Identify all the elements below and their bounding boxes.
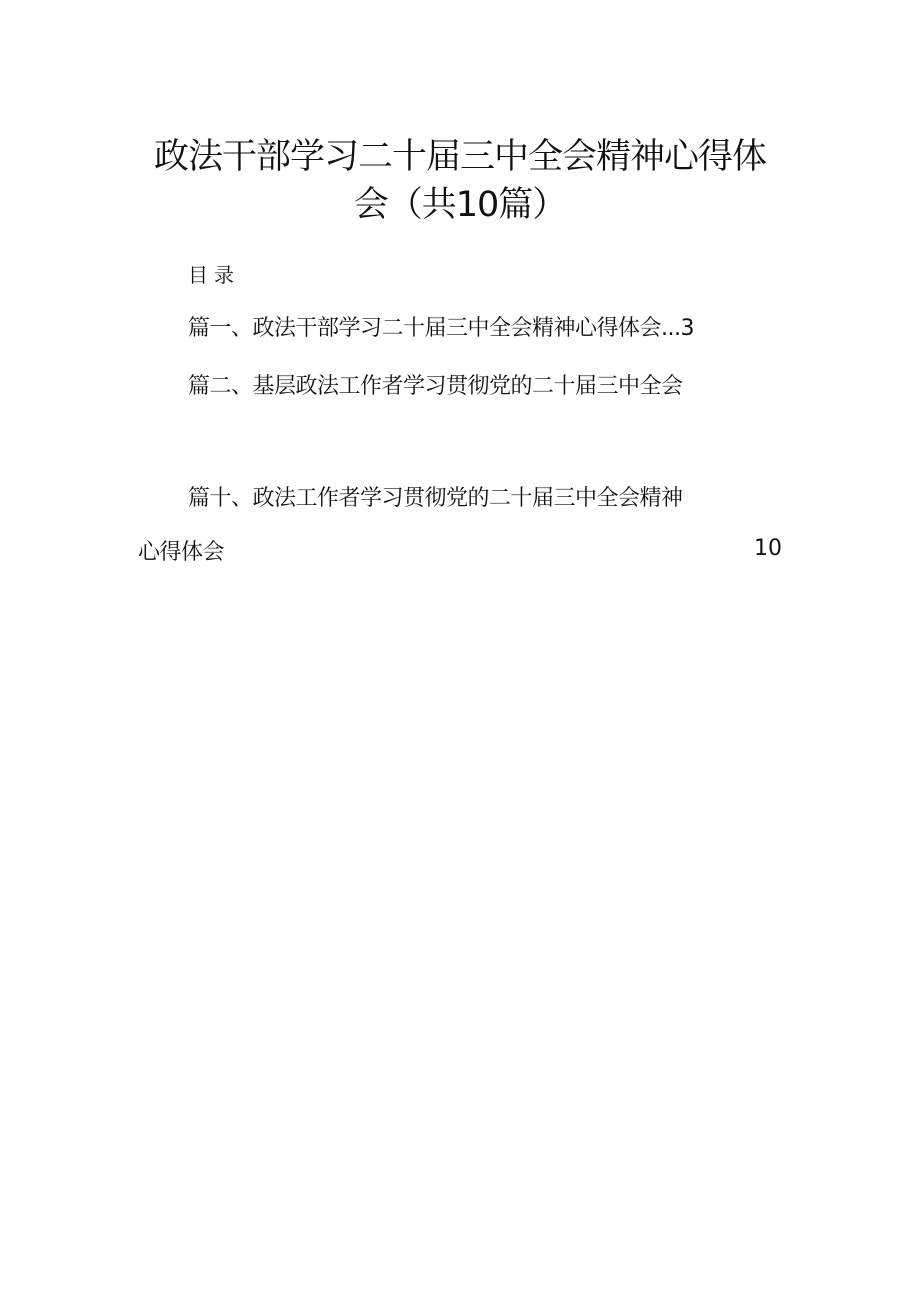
document-title-line-2: 会（共10篇） — [353, 185, 567, 225]
toc-entry-1: 篇一、政法干部学习二十届三中全会精神心得体会...3 — [188, 316, 694, 341]
toc-entry-10-page-number: 10 — [754, 536, 782, 561]
document-title-line-1: 政法干部学习二十届三中全会精神心得体 — [153, 137, 766, 177]
toc-entry-2: 篇二、基层政法工作者学习贯彻党的二十届三中全会 — [188, 374, 683, 399]
toc-entry-10-line-1: 篇十、政法工作者学习贯彻党的二十届三中全会精神 — [188, 486, 683, 511]
toc-heading: 目录 — [188, 263, 240, 287]
toc-entry-10-line-2: 心得体会 — [138, 540, 225, 565]
